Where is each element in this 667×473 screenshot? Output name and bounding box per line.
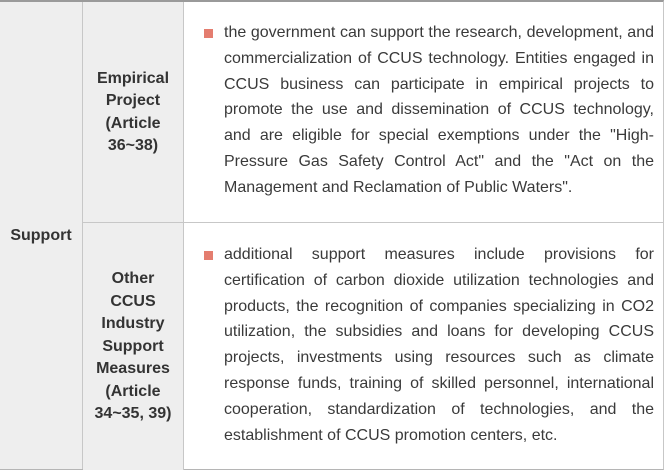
row-description: the government can support the research, development, and commercialization of CCUS technology. Entities engaged in CCUS business can participate in empirical projects to promote the use and dissemination of CCUS technology, and are eligible for special exemptions under the "High-Pressure Gas Safety Control Act" and the "Act on the Management and Reclamation of Public Waters".: [224, 24, 654, 196]
article-ref-line: (Article: [105, 382, 161, 400]
row-content-cell: [184, 2, 664, 222]
row-label-line: Empirical: [96, 69, 170, 87]
row-label-line: CCUS: [110, 292, 156, 310]
row-label-line: Support: [102, 337, 164, 355]
support-header-cell: [0, 2, 83, 469]
row-description: additional support measures include provisions for certification of carbon dioxide utilization technologies and products, the recognition of companies specializing in CO2 utilization, the subsidies and loans for developing CCUS projects, investments using resources such as climate response funds, training of skilled personnel, international cooperation, standardization of technologies, and the establishment of CCUS promotion centers, etc.: [224, 246, 654, 444]
article-ref-line: 34~35, 39): [94, 404, 172, 422]
row-content-cell: [184, 223, 664, 470]
article-ref-line: (Article: [105, 114, 161, 132]
row-label-line: Project: [105, 92, 161, 109]
row-label-cell: [83, 2, 184, 222]
row-label-line: Other: [111, 270, 155, 288]
square-bullet-icon: [204, 29, 213, 38]
square-bullet-icon: [204, 251, 213, 260]
row-label-line: Industry: [101, 315, 165, 333]
row-label-line: Measures: [96, 360, 170, 378]
article-ref-line: 36~38): [107, 136, 159, 154]
support-label: Support: [10, 226, 72, 244]
table-row-other-support-measures: [83, 223, 664, 470]
row-label-cell: [83, 223, 184, 470]
table-row-empirical-project: [83, 2, 664, 223]
